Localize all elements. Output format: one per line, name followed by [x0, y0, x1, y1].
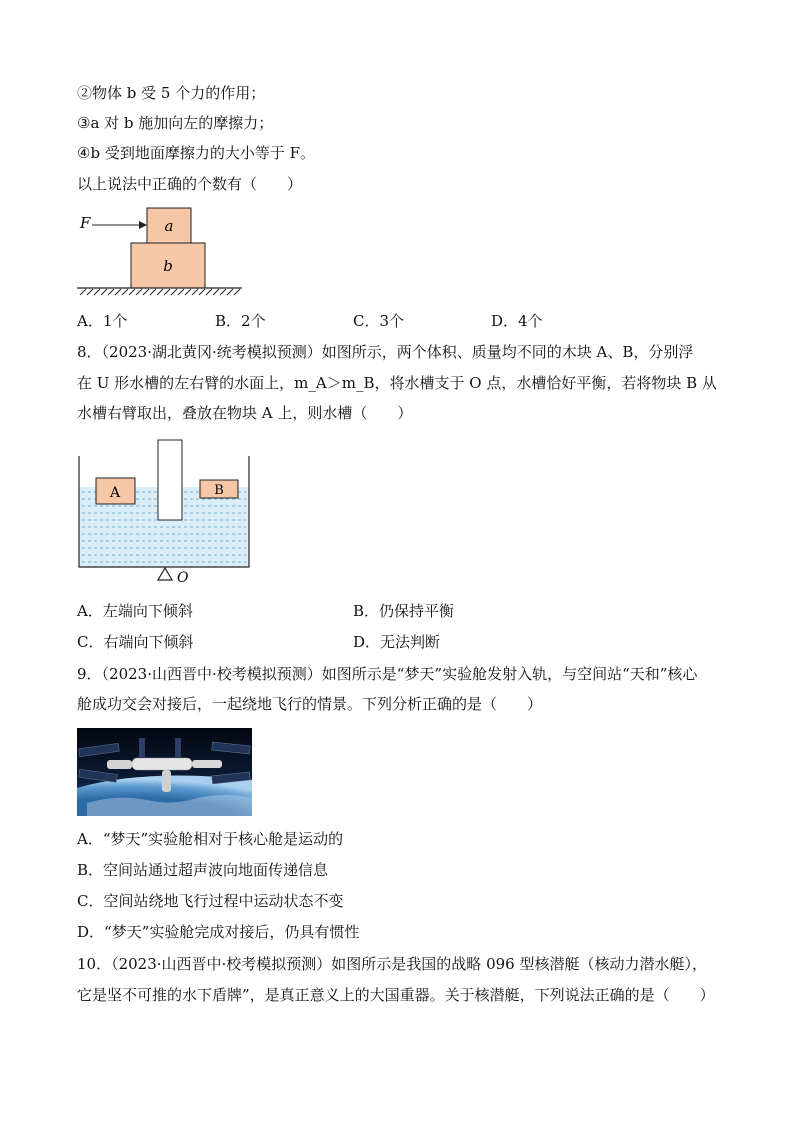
space-station-photo	[77, 728, 252, 816]
q8-option-a[interactable]: A．左端向下倾斜	[77, 602, 193, 620]
block-b-label: b	[163, 257, 173, 275]
pivot-label: O	[177, 570, 189, 586]
q8-option-b[interactable]: B．仍保持平衡	[353, 602, 455, 620]
q7-item-2: ②物体 b 受 5 个力的作用；	[77, 84, 266, 102]
q7-item-4: ④b 受到地面摩擦力的大小等于 F。	[77, 144, 315, 162]
q8-line-3: 水槽右臂取出，叠放在物块 A 上，则水槽（ ）	[77, 404, 413, 422]
pivot-triangle	[158, 568, 172, 580]
q9-option-d[interactable]: D．“梦天”实验舱完成对接后，仍具有惯性	[77, 923, 360, 941]
q7-item-3: ③a 对 b 施加向左的摩擦力；	[77, 114, 274, 132]
q7-option-b[interactable]: B．2个	[215, 312, 266, 330]
force-arrow-head	[139, 221, 147, 229]
q10-line-1: 10．（2023·山西晋中·校考模拟预测）如图所示是我国的战略 096 型核潜艇（核动力潜水艇），	[77, 955, 707, 973]
ground-hatching	[80, 289, 240, 295]
q8-line-2: 在 U 形水槽的左右臂的水面上，m_A＞m_B，将水槽支于 O 点，水槽恰好平衡，若将物块 B 从	[77, 374, 717, 392]
force-label: F	[80, 214, 91, 232]
q7-option-d[interactable]: D．4个	[491, 312, 543, 330]
q8-option-d[interactable]: D．无法判断	[353, 633, 441, 651]
q10-line-2: 它是坚不可推的水下盾牌”，是真正意义上的大国重器。关于核潜艇，下列说法正确的是（ ）	[77, 986, 715, 1004]
q8-option-c[interactable]: C．右端向下倾斜	[77, 633, 194, 651]
middle-divider	[158, 440, 182, 520]
q8-line-1: 8．（2023·湖北黄冈·统考模拟预测）如图所示，两个体积、质量均不同的木块 A、B，分别浮	[77, 343, 694, 361]
q9-line-2: 舱成功交会对接后，一起绕地飞行的情景。下列分析正确的是（ ）	[77, 695, 543, 713]
q8-water-tank-figure	[72, 436, 257, 588]
q9-option-c[interactable]: C．空间站绕地飞行过程中运动状态不变	[77, 892, 344, 910]
q7-option-a[interactable]: A．1个	[77, 312, 128, 330]
q7-blocks-figure	[72, 202, 247, 302]
q7-question-stem: 以上说法中正确的个数有（ ）	[77, 175, 303, 193]
q7-option-c[interactable]: C．3个	[353, 312, 405, 330]
q9-option-b[interactable]: B．空间站通过超声波向地面传递信息	[77, 861, 329, 879]
block-a-label: A	[109, 485, 121, 501]
block-a-label: a	[164, 217, 174, 235]
block-b-label: B	[214, 483, 224, 498]
q9-option-a[interactable]: A．“梦天”实验舱相对于核心舱是运动的	[77, 830, 344, 848]
q9-line-1: 9．（2023·山西晋中·校考模拟预测）如图所示是“梦天”实验舱发射入轨，与空间站“天和”核心	[77, 665, 698, 683]
